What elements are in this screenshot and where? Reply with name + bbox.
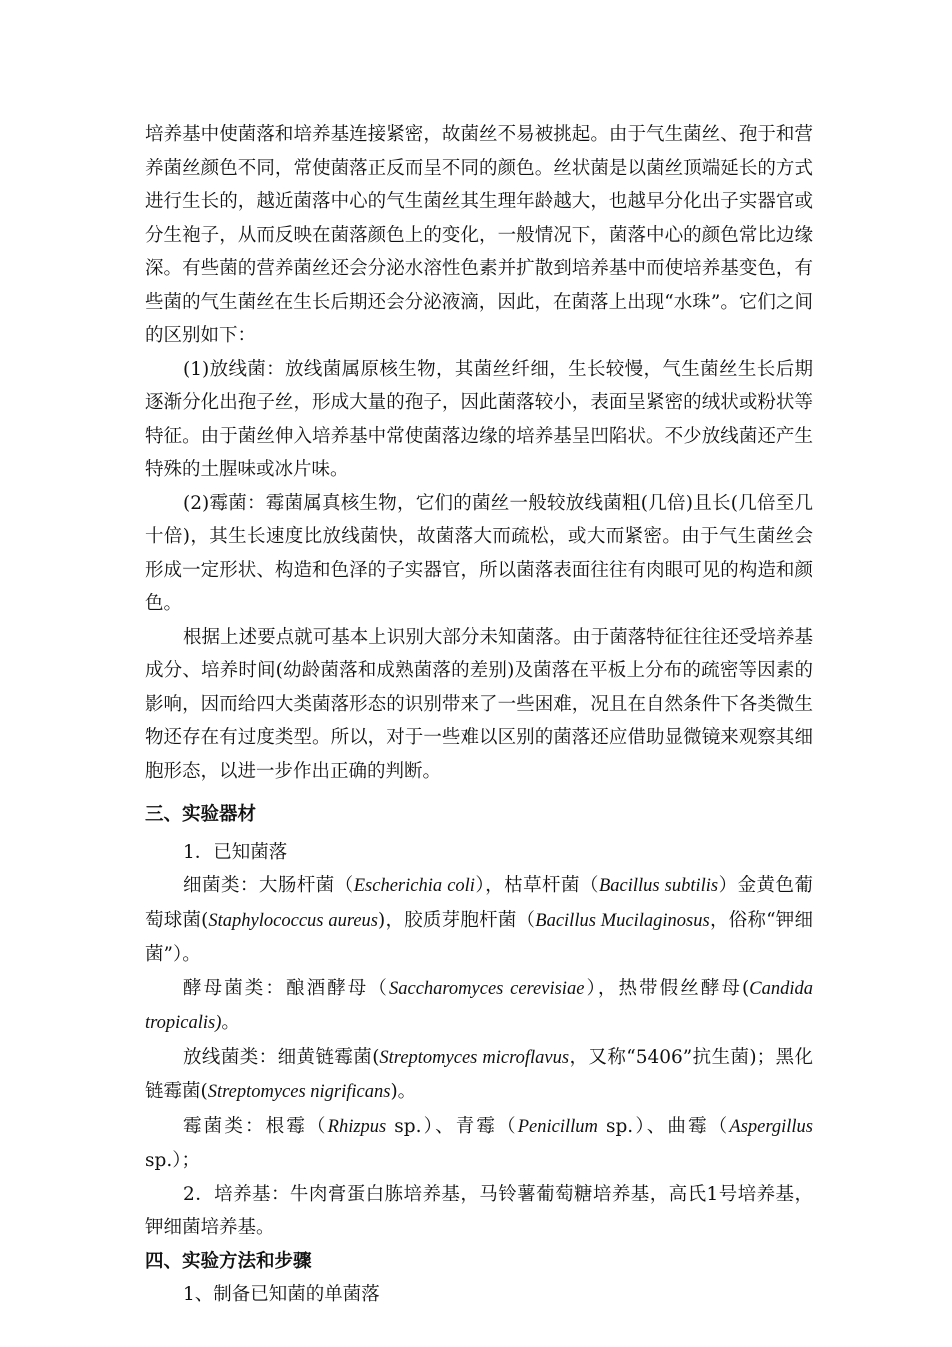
section-heading-materials: 三、实验器材 — [145, 804, 257, 825]
species-name: Saccharomyces cerevisiae — [389, 978, 585, 999]
item-known-colonies: 1．已知菌落 — [183, 841, 288, 863]
document-page — [145, 118, 813, 1312]
text-segment: sp.）、曲霉（ — [597, 1115, 730, 1137]
species-name: Candida tropicalis) — [145, 978, 813, 1033]
species-name: Staphylococcus aureus — [208, 910, 379, 931]
paragraph-mold-strains — [145, 1110, 813, 1178]
text-segment: ），热带假丝酵母( — [584, 977, 750, 999]
section-heading-methods: 四、实验方法和步骤 — [145, 1250, 312, 1272]
paragraph-molds: (2)霉菌：霉菌属真核生物，它们的菌丝一般较放线菌粗(几倍)且长(几倍至几十倍)，其生长速度比放线菌快，故菌落大而疏松，或大而紧密。由于气生菌丝会形成一定形状、构造和色泽的子实器官，所以菌落表面往往有肉眼可见的构造和颜色。 — [145, 492, 813, 614]
text-segment: )。 — [390, 1081, 417, 1102]
text-segment: 细菌类：大肠杆菌（ — [183, 875, 354, 896]
paragraph-bacteria — [145, 869, 813, 972]
species-name: Bacillus subtilis — [598, 876, 719, 896]
text-segment: ），枯草杆菌（ — [474, 875, 599, 896]
paragraph-actinomycetes: (1)放线菌：放线菌属原核生物，其菌丝纤细，生长较慢，气生菌丝生长后期逐渐分化出孢子丝，形成大量的孢子，因此菌落较小，表面呈紧密的绒状或粉状等特征。由于菌丝伸入培养基中常使菌落边缘的培养基呈凹陷状。不少放线菌还产生特殊的土腥味或冰片味。 — [145, 358, 813, 480]
paragraph-actinomycete-strains — [145, 1041, 813, 1110]
species-name: Streptomyces nigrificans — [207, 1082, 391, 1102]
species-name: Bacillus Mucilaginosus — [535, 910, 710, 931]
species-name: Streptomyces microflavus — [379, 1047, 570, 1068]
paragraph-colony-features: 培养基中使菌落和培养基连接紧密，故菌丝不易被挑起。由于气生菌丝、孢于和营养菌丝颜色不同，常使菌落正反而呈不同的颜色。丝状菌是以菌丝顶端延长的方式进行生长的，越近菌落中心的气生菌丝其生理年龄越大，也越早分化出子实器官或分生袍子，从而反映在菌落颜色上的变化，一般情况下，菌落中心的颜色常比边缘深。有些菌的营养菌丝还会分泌水溶性色素并扩散到培养基中而使培养基变色，有些菌的气生菌丝在生长后期还会分泌液滴，因此，在菌落上出现“水珠”。它们之间的区别如下： — [145, 124, 813, 346]
text-segment: ，又称“5406”抗生菌)；黑化链霉菌( — [145, 1046, 813, 1102]
text-segment: ）金黄色葡萄球菌( — [145, 875, 813, 931]
paragraph-identification: 根据上述要点就可基本上识别大部分未知菌落。由于菌落特征往往还受培养基成分、培养时间(幼龄菌落和成熟菌落的差别)及菌落在平板上分布的疏密等因素的影响，因而给四大类菌落形态的识别带来了一些困难，况且在自然条件下各类微生物还存在有过度类型。所以，对于一些难以区别的菌落还应借助显微镜来观察其细胞形态，以进一步作出正确的判断。 — [145, 626, 813, 782]
text-segment: sp.）； — [145, 1150, 200, 1171]
text-segment: sp.）、青霉（ — [386, 1115, 518, 1137]
text-segment: )，胶质芽胞杆菌（ — [378, 909, 536, 931]
species-name: Penicillum — [517, 1116, 598, 1137]
paragraph-yeast — [145, 972, 813, 1041]
text-segment: 。 — [221, 1012, 240, 1033]
species-name: Aspergillus — [729, 1116, 813, 1137]
text-segment: 放线菌类：细黄链霉菌( — [183, 1046, 380, 1068]
text-segment: 霉菌类：根霉（ — [183, 1115, 328, 1137]
text-segment: ，俗称“钾细菌”）。 — [145, 909, 814, 965]
species-name: Rhizpus — [327, 1116, 387, 1137]
item-prepare-single-colony: 1、制备已知菌的单菌落 — [183, 1284, 380, 1305]
text-segment: 酵母菌类：酿酒酵母（ — [183, 977, 389, 999]
item-culture-media: 2．培养基：牛肉膏蛋白胨培养基，马铃薯葡萄糖培养基，高氏1号培养基，钾细菌培养基。 — [145, 1183, 813, 1238]
species-name: Escherichia coli — [353, 876, 475, 896]
